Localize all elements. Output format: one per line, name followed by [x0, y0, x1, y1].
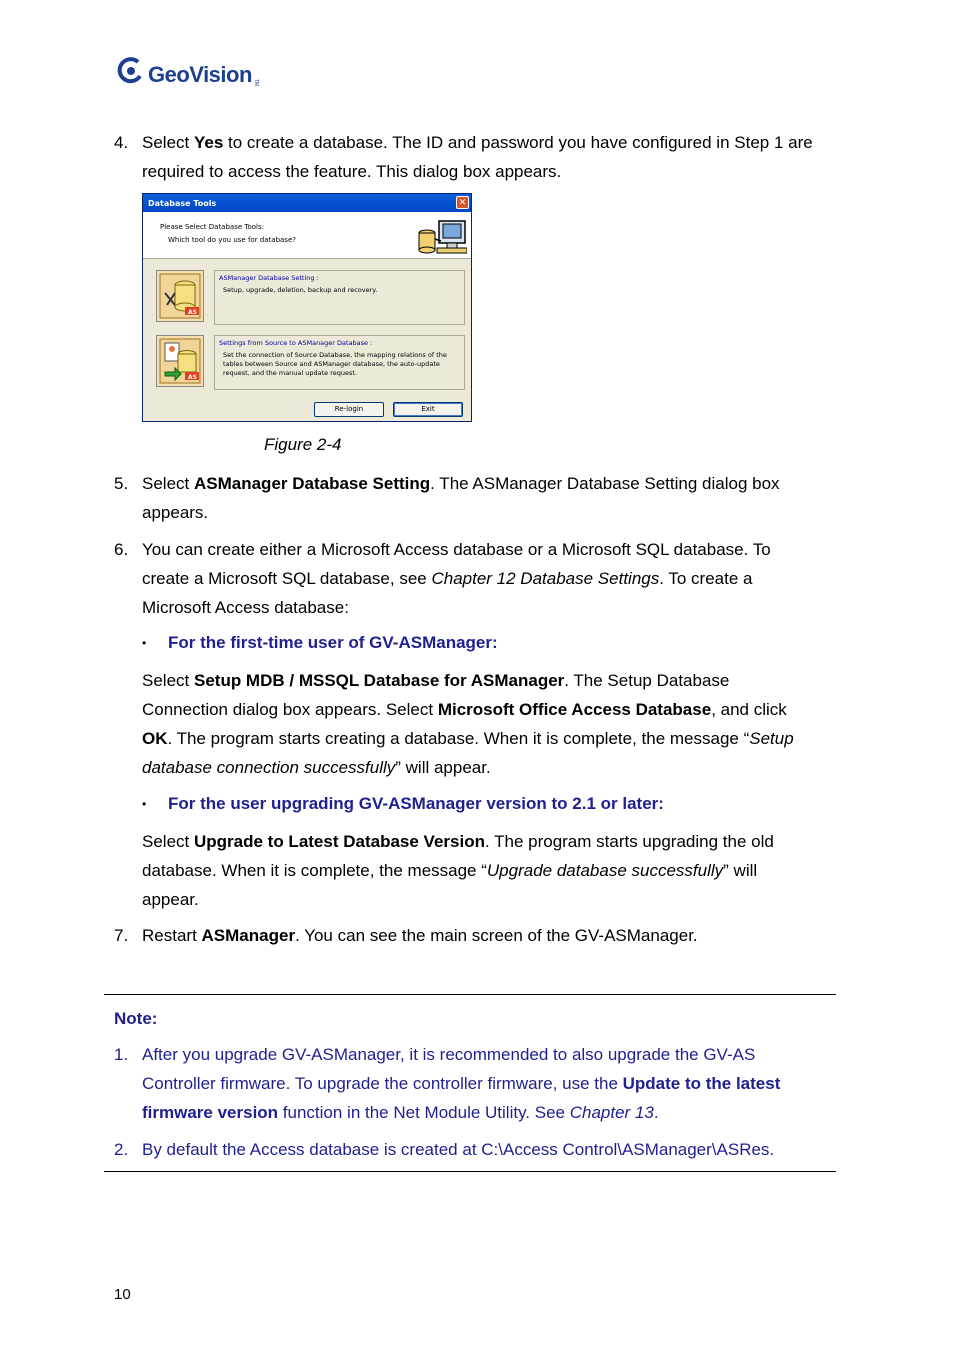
- note-1-number: 1.: [114, 1045, 129, 1064]
- bullet-2-text: Select Upgrade to Latest Database Version. The program starts upgrading the old database. When it is complete, the message “Upgrade database successfully” will appear.: [142, 832, 774, 909]
- note-top-rule: [104, 994, 836, 995]
- note-bottom-rule: [104, 1171, 836, 1172]
- option-asmanager-db-setting[interactable]: [214, 270, 465, 325]
- dialog-prompt-1: Please Select Database Tools:: [160, 223, 264, 231]
- step-4-text: Select Yes to create a database. The ID and password you have configured in Step 1 are required to access the feature. This dialog box appears.: [142, 133, 813, 181]
- bullet-2-title: For the user upgrading GV-ASManager version to 2.1 or later:: [168, 794, 664, 813]
- close-icon[interactable]: ✕: [456, 196, 469, 209]
- geovision-logo-icon: [116, 56, 146, 86]
- note-2-number: 2.: [114, 1140, 129, 1159]
- dialog-title: Database Tools: [148, 198, 217, 208]
- dialog-header: [143, 212, 471, 259]
- step-7-number: 7.: [114, 926, 129, 945]
- page-number: 10: [114, 1286, 131, 1303]
- step-5-text: Select ASManager Database Setting. The ASManager Database Setting dialog box appears.: [142, 474, 780, 522]
- as-badge-1: AS: [188, 309, 197, 316]
- option-1-desc: Setup, upgrade, deletion, backup and recovery.: [223, 286, 378, 294]
- dialog-titlebar: [143, 194, 471, 212]
- bullet-1-dot: •: [142, 636, 147, 650]
- step-6-number: 6.: [114, 540, 129, 559]
- step-4-number: 4.: [114, 133, 129, 152]
- asmanager-db-setting-icon[interactable]: [156, 270, 204, 322]
- as-badge-2: AS: [188, 374, 197, 381]
- source-settings-icon[interactable]: [156, 335, 204, 387]
- database-tools-dialog: [142, 193, 472, 422]
- exit-button[interactable]: Exit: [393, 402, 463, 417]
- option-2-title: Settings from Source to ASManager Database :: [219, 339, 373, 347]
- bullet-1-title: For the first-time user of GV-ASManager:: [168, 633, 498, 652]
- database-computer-icon: [417, 219, 467, 254]
- bullet-1-text: Select Setup MDB / MSSQL Database for ASManager. The Setup Database Connection dialog box appears. Select Microsoft Office Access Database, and click OK. The program starts creating a database. When it is complete, the message “Setup database connection successfully” will appear.: [142, 671, 794, 777]
- brand-tm: TM: [252, 78, 259, 86]
- relogin-button[interactable]: Re-login: [314, 402, 384, 417]
- option-source-settings[interactable]: [214, 335, 465, 390]
- note-1-text: After you upgrade GV-ASManager, it is recommended to also upgrade the GV-AS Controller firmware. To upgrade the controller firmware, use the Update to the latest firmware version function in the Net Module Utility. See Chapter 13.: [142, 1045, 781, 1122]
- note-2-text: By default the Access database is created at C:\Access Control\ASManager\ASRes.: [142, 1140, 775, 1159]
- brand-name: GeoVision: [148, 62, 252, 87]
- step-7-text: Restart ASManager. You can see the main screen of the GV-ASManager.: [142, 926, 698, 945]
- bullet-2-dot: •: [142, 797, 147, 811]
- note-heading: Note:: [114, 1009, 158, 1028]
- figure-caption: Figure 2-4: [264, 435, 342, 454]
- geovision-logo: [116, 56, 258, 86]
- dialog-prompt-2: Which tool do you use for database?: [168, 236, 296, 244]
- option-2-desc: Set the connection of Source Database, the mapping relations of the tables between Source and ASManager database, the auto-update request, and the manual update request.: [223, 351, 447, 377]
- step-6-text: You can create either a Microsoft Access database or a Microsoft SQL database. To create a Microsoft SQL database, see Chapter 12 Database Settings. To create a Microsoft Access database:: [142, 540, 771, 617]
- step-5-number: 5.: [114, 474, 129, 493]
- option-1-title: ASManager Database Setting :: [219, 274, 319, 282]
